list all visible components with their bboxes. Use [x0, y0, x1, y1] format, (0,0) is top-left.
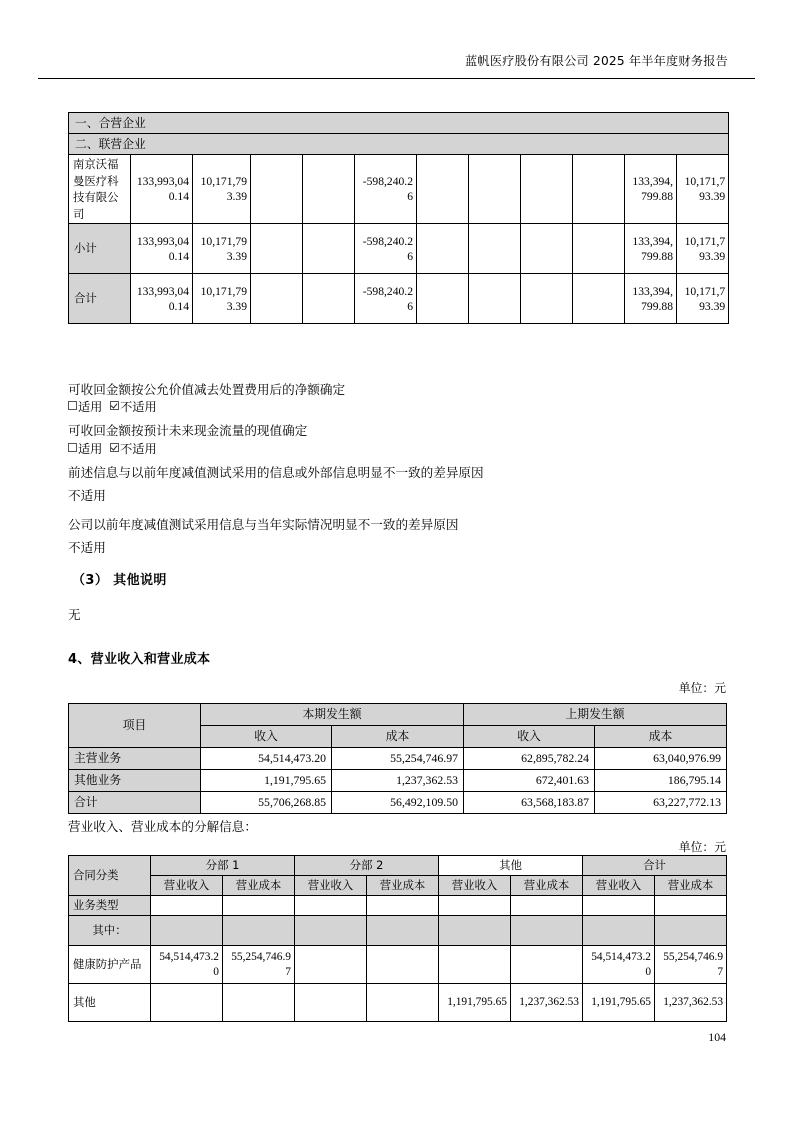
page-number: 104 [708, 1030, 726, 1044]
cell-value [573, 224, 625, 274]
cell-value [583, 896, 655, 916]
table-row [69, 984, 727, 1022]
table-header-row [69, 856, 727, 876]
cell-value: 63,040,976.99 [595, 748, 727, 770]
cell-value [303, 224, 355, 274]
table-row [69, 748, 727, 770]
heading-other-description: （3） 其他说明 [72, 573, 167, 588]
col-header-other-cost: 营业成本 [511, 876, 583, 896]
not-applicable-label-2: 不适用 [120, 442, 157, 456]
col-header-other-revenue: 营业收入 [439, 876, 511, 896]
table-row [69, 113, 729, 134]
cell-value [521, 224, 573, 274]
cell-value [295, 916, 367, 946]
checkbox-checked-icon[interactable] [110, 401, 119, 410]
cell-value [469, 155, 521, 224]
row-label-subtotal: 小计 [69, 224, 131, 274]
cell-value [573, 155, 625, 224]
cell-value: 1,237,362.53 [332, 770, 464, 792]
cell-value [367, 896, 439, 916]
col-group-other: 其他 [439, 856, 583, 876]
cell-value: -598,240.26 [355, 274, 417, 324]
unit-note-revenue: 单位：元 [678, 681, 726, 695]
table-header-row [69, 704, 727, 726]
note-fair-value-choice [68, 399, 157, 416]
cell-value: 1,237,362.53 [511, 984, 583, 1022]
cell-value [511, 896, 583, 916]
other-description-content: 无 [68, 607, 81, 622]
col-group-segment-1: 分部 1 [151, 856, 295, 876]
cell-value [573, 274, 625, 324]
note-company-prior-diff-answer: 不适用 [68, 540, 106, 555]
segment-table-container [68, 855, 726, 1022]
cell-value: 56,492,109.50 [332, 792, 464, 814]
section-header-joint-ventures: 一、合营企业 [69, 113, 729, 134]
cell-value: 1,191,795.65 [439, 984, 511, 1022]
table-row [69, 770, 727, 792]
cell-value [469, 274, 521, 324]
col-header-prior-cost: 成本 [595, 726, 727, 748]
cell-value: 1,191,795.65 [201, 770, 332, 792]
cell-value: 133,993,040.14 [131, 274, 193, 324]
cell-value: 10,171,793.39 [677, 155, 729, 224]
cell-value: 55,254,746.97 [223, 946, 295, 984]
cell-value [251, 155, 303, 224]
col-header-current-cost: 成本 [332, 726, 464, 748]
applicable-label-1: 适用 [78, 400, 103, 414]
cell-value: 10,171,793.39 [193, 274, 251, 324]
row-label-total: 合计 [69, 792, 201, 814]
cell-value [295, 946, 367, 984]
cell-value: 54,514,473.20 [201, 748, 332, 770]
table-row [69, 134, 729, 155]
cell-value [295, 896, 367, 916]
cell-value: 54,514,473.20 [151, 946, 223, 984]
table-row [69, 224, 729, 274]
row-label-other-business: 其他业务 [69, 770, 201, 792]
checkbox-unchecked-icon[interactable] [68, 443, 77, 452]
col-header-contract-category: 合同分类 [69, 856, 151, 896]
table-row [69, 274, 729, 324]
cell-value: 133,394,799.88 [625, 224, 677, 274]
cell-value [469, 224, 521, 274]
col-group-total: 合计 [583, 856, 727, 876]
cell-value [511, 946, 583, 984]
cell-value: 133,993,040.14 [131, 155, 193, 224]
cell-value [151, 984, 223, 1022]
cell-value [417, 224, 469, 274]
revenue-cost-table [68, 703, 727, 814]
cell-value [151, 916, 223, 946]
cell-value: 54,514,473.20 [583, 946, 655, 984]
col-group-current-period: 本期发生额 [201, 704, 464, 726]
col-header-seg2-revenue: 营业收入 [295, 876, 367, 896]
cell-value [367, 916, 439, 946]
table-row [69, 916, 727, 946]
cell-value [223, 916, 295, 946]
impairment-table-container [68, 112, 726, 324]
note-prior-year-diff-answer: 不适用 [68, 488, 106, 503]
cell-value [655, 896, 727, 916]
note-company-prior-diff-line: 公司以前年度减值测试采用信息与当年实际情况明显不一致的差异原因 [68, 517, 459, 532]
col-header-item: 项目 [69, 704, 201, 748]
cell-value [367, 946, 439, 984]
cell-value [303, 274, 355, 324]
table-row [69, 896, 727, 916]
cell-value [295, 984, 367, 1022]
table-row [69, 946, 727, 984]
cell-value [223, 896, 295, 916]
row-label-main-business: 主营业务 [69, 748, 201, 770]
checkbox-unchecked-icon[interactable] [68, 401, 77, 410]
cell-value: -598,240.26 [355, 155, 417, 224]
cell-value [439, 896, 511, 916]
cell-value: 186,795.14 [595, 770, 727, 792]
table-header-row [69, 876, 727, 896]
cell-value [367, 984, 439, 1022]
cell-value [439, 916, 511, 946]
section-header-associates: 二、联营企业 [69, 134, 729, 155]
cell-value: 133,394,799.88 [625, 155, 677, 224]
row-label-health-protection-products: 健康防护产品 [69, 946, 151, 984]
cell-value: 63,227,772.13 [595, 792, 727, 814]
col-header-seg2-cost: 营业成本 [367, 876, 439, 896]
applicable-label-2: 适用 [78, 442, 103, 456]
cell-value: -598,240.26 [355, 224, 417, 274]
col-header-seg1-revenue: 营业收入 [151, 876, 223, 896]
cell-value [521, 274, 573, 324]
heading-revenue-section: 4、营业收入和营业成本 [68, 652, 211, 667]
cell-value: 63,568,183.87 [464, 792, 595, 814]
cell-value: 133,394,799.88 [625, 274, 677, 324]
entity-name-cell: 南京沃福曼医疗科技有限公司 [69, 155, 131, 224]
note-fair-value-line: 可收回金额按公允价值减去处置费用后的净额确定 [68, 382, 346, 397]
unit-note-segment: 单位：元 [678, 840, 726, 854]
cell-value [251, 274, 303, 324]
cell-value [439, 946, 511, 984]
header-divider [38, 78, 755, 79]
cell-value: 672,401.63 [464, 770, 595, 792]
cell-value [303, 155, 355, 224]
cell-value [223, 984, 295, 1022]
table-row [69, 792, 727, 814]
cell-value: 10,171,793.39 [193, 155, 251, 224]
cell-value [417, 155, 469, 224]
col-group-segment-2: 分部 2 [295, 856, 439, 876]
note-cashflow-choice [68, 441, 157, 458]
row-label-business-type: 业务类型 [69, 896, 151, 916]
segment-intro-text: 营业收入、营业成本的分解信息： [68, 819, 257, 834]
checkbox-checked-icon[interactable] [110, 443, 119, 452]
col-header-total-cost: 营业成本 [655, 876, 727, 896]
row-label-other: 其他 [69, 984, 151, 1022]
page-header-title: 蓝帆医疗股份有限公司 2025 年半年度财务报告 [465, 54, 728, 68]
cell-value: 55,706,268.85 [201, 792, 332, 814]
cell-value [583, 916, 655, 946]
cell-value: 133,993,040.14 [131, 224, 193, 274]
col-group-prior-period: 上期发生额 [464, 704, 727, 726]
cell-value: 1,237,362.53 [655, 984, 727, 1022]
row-label-total: 合计 [69, 274, 131, 324]
cell-value [151, 896, 223, 916]
cell-value: 10,171,793.39 [677, 274, 729, 324]
col-header-total-revenue: 营业收入 [583, 876, 655, 896]
cell-value: 10,171,793.39 [193, 224, 251, 274]
cell-value [521, 155, 573, 224]
cell-value: 55,254,746.97 [332, 748, 464, 770]
cell-value [417, 274, 469, 324]
impairment-table [68, 112, 729, 324]
cell-value: 10,171,793.39 [677, 224, 729, 274]
cell-value [251, 224, 303, 274]
col-header-prior-revenue: 收入 [464, 726, 595, 748]
col-header-seg1-cost: 营业成本 [223, 876, 295, 896]
segment-breakdown-table [68, 855, 727, 1022]
cell-value: 55,254,746.97 [655, 946, 727, 984]
table-row [69, 155, 729, 224]
not-applicable-label-1: 不适用 [120, 400, 157, 414]
cell-value: 1,191,795.65 [583, 984, 655, 1022]
row-label-of-which: 其中： [69, 916, 151, 946]
note-prior-year-diff-line: 前述信息与以前年度减值测试采用的信息或外部信息明显不一致的差异原因 [68, 465, 484, 480]
cell-value [511, 916, 583, 946]
cell-value [655, 916, 727, 946]
cell-value: 62,895,782.24 [464, 748, 595, 770]
note-cashflow-line: 可收回金额按预计未来现金流量的现值确定 [68, 423, 308, 438]
col-header-current-revenue: 收入 [201, 726, 332, 748]
revenue-table-container [68, 703, 726, 814]
